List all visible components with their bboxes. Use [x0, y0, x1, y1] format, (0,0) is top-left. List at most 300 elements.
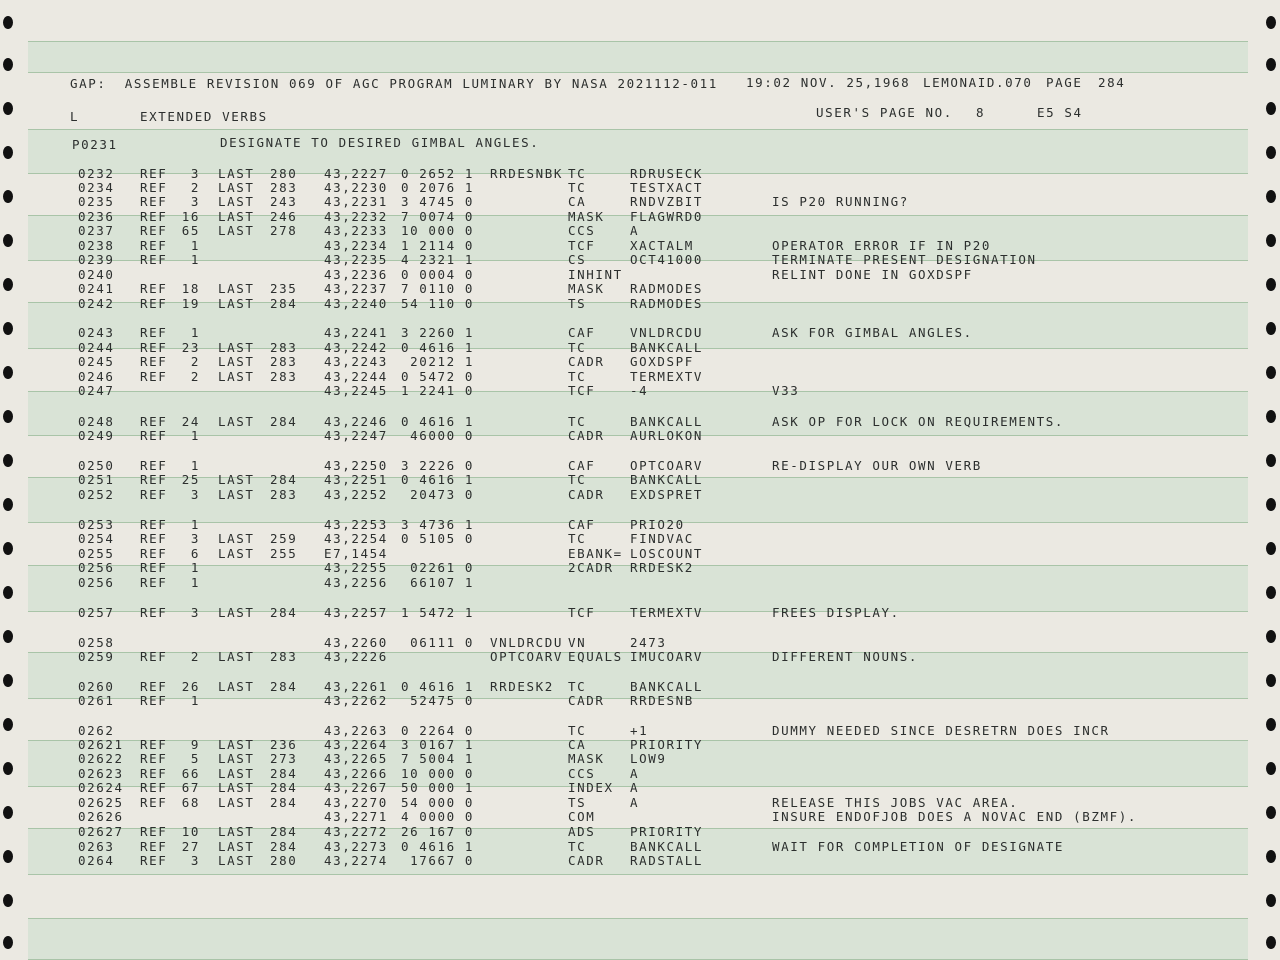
address: 43,2254 [324, 531, 388, 546]
line-number: 0245 [78, 354, 115, 369]
ref-count: 1 [190, 560, 200, 575]
listing-row [0, 473, 1280, 487]
log-letter: L [70, 109, 80, 124]
ref-label: REF [140, 575, 168, 590]
feed-hole [3, 146, 13, 159]
opcode: CS [568, 252, 587, 267]
ref-count: 1 [190, 693, 200, 708]
opcode: TC [568, 472, 587, 487]
ref-count: 1 [190, 575, 200, 590]
symbol-label: RRDESK2 [490, 679, 554, 694]
feed-hole [1266, 16, 1276, 29]
ref-label: REF [140, 194, 168, 209]
octal-code: 54 110 0 [400, 296, 474, 311]
ref-count: 2 [190, 369, 200, 384]
octal-code: 17667 0 [410, 853, 474, 868]
address: 43,2244 [324, 369, 388, 384]
opcode: TC [568, 414, 587, 429]
last-line: 283 [270, 354, 298, 369]
opcode: CCS [568, 766, 596, 781]
address: 43,2246 [324, 414, 388, 429]
last-label: LAST [218, 414, 255, 429]
ref-count: 16 [181, 209, 200, 224]
line-number: 0261 [78, 693, 115, 708]
ref-count: 2 [190, 354, 200, 369]
timestamp: 19:02 NOV. 25,1968 [746, 75, 911, 90]
last-line: 246 [270, 209, 298, 224]
ref-count: 2 [190, 649, 200, 664]
octal-code: 0 4616 1 [400, 340, 474, 355]
octal-code: 3 4736 1 [400, 517, 474, 532]
line-number: 0247 [78, 383, 115, 398]
opcode: CADR [568, 487, 605, 502]
line-number: 0259 [78, 649, 115, 664]
last-label: LAST [218, 795, 255, 810]
last-label: LAST [218, 839, 255, 854]
octal-code: 4 2321 1 [400, 252, 474, 267]
listing-row [0, 341, 1280, 355]
operand: EXDSPRET [630, 487, 704, 502]
line-number: 0241 [78, 281, 115, 296]
line-number: 0256 [78, 560, 115, 575]
ref-label: REF [140, 369, 168, 384]
symbol-label: VNLDRCDU [490, 635, 564, 650]
address: 43,2252 [324, 487, 388, 502]
octal-code: 54 000 0 [400, 795, 474, 810]
assembly-header: GAP: ASSEMBLE REVISION 069 OF AGC PROGRAM LUMINARY BY NASA 2021112-011 [70, 76, 718, 91]
ref-label: REF [140, 252, 168, 267]
listing-row [0, 210, 1280, 224]
line-number: 0244 [78, 340, 115, 355]
address: 43,2274 [324, 853, 388, 868]
opcode: ADS [568, 824, 596, 839]
address: 43,2234 [324, 238, 388, 253]
operand: RADMODES [630, 296, 704, 311]
address: 43,2227 [324, 166, 388, 181]
address: 43,2257 [324, 605, 388, 620]
last-label: LAST [218, 824, 255, 839]
listing-row [0, 796, 1280, 810]
last-line: 236 [270, 737, 298, 752]
octal-code: 10 000 0 [400, 223, 474, 238]
ref-label: REF [140, 546, 168, 561]
last-line: 255 [270, 546, 298, 561]
ref-label: REF [140, 223, 168, 238]
address: 43,2255 [324, 560, 388, 575]
octal-code: 7 5004 1 [400, 751, 474, 766]
operand: RRDESNB [630, 693, 694, 708]
operand: BANKCALL [630, 340, 704, 355]
last-label: LAST [218, 679, 255, 694]
operand: RDRUSECK [630, 166, 704, 181]
opcode: TC [568, 839, 587, 854]
ref-label: REF [140, 458, 168, 473]
listing-row [0, 370, 1280, 384]
last-label: LAST [218, 223, 255, 238]
address: 43,2250 [324, 458, 388, 473]
opcode: CADR [568, 853, 605, 868]
symbol-label: OPTCOARV [490, 649, 564, 664]
opcode: TCF [568, 238, 596, 253]
opcode: TCF [568, 383, 596, 398]
ref-count: 3 [190, 194, 200, 209]
octal-code: 10 000 0 [400, 766, 474, 781]
listing-row [0, 781, 1280, 795]
comment: ASK OP FOR LOCK ON REQUIREMENTS. [772, 414, 1065, 429]
octal-code: 4 0000 0 [400, 809, 474, 824]
last-line: 235 [270, 281, 298, 296]
line-number: 0238 [78, 238, 115, 253]
operand: TERMEXTV [630, 369, 704, 384]
es-label: E5 S4 [1037, 105, 1083, 120]
address: 43,2273 [324, 839, 388, 854]
page-ref: P0231 [72, 137, 118, 152]
octal-code: 0 4616 1 [400, 679, 474, 694]
ref-count: 9 [190, 737, 200, 752]
last-line: 284 [270, 824, 298, 839]
comment: DUMMY NEEDED SINCE DESRETRN DOES INCR [772, 723, 1110, 738]
octal-code: 0 5105 0 [400, 531, 474, 546]
opcode: MASK [568, 209, 605, 224]
listing-row [0, 810, 1280, 824]
last-label: LAST [218, 194, 255, 209]
opcode: CADR [568, 354, 605, 369]
listing-row [0, 738, 1280, 752]
operand: XACTALM [630, 238, 694, 253]
operand: -4 [630, 383, 649, 398]
ref-count: 65 [181, 223, 200, 238]
listing-row [0, 224, 1280, 238]
address: 43,2235 [324, 252, 388, 267]
line-number: 0237 [78, 223, 115, 238]
line-number: 0250 [78, 458, 115, 473]
last-line: 284 [270, 780, 298, 795]
listing-row [0, 384, 1280, 398]
operand: RADMODES [630, 281, 704, 296]
line-number: 0239 [78, 252, 115, 267]
last-line: 284 [270, 839, 298, 854]
address: 43,2242 [324, 340, 388, 355]
last-line: 280 [270, 853, 298, 868]
page-label: PAGE [1046, 75, 1083, 90]
opcode: COM [568, 809, 596, 824]
listing-row [0, 355, 1280, 369]
last-label: LAST [218, 766, 255, 781]
ref-label: REF [140, 795, 168, 810]
listing-row [0, 532, 1280, 546]
section-title: EXTENDED VERBS [140, 109, 268, 124]
octal-code: 50 000 1 [400, 780, 474, 795]
feed-hole [1266, 894, 1276, 907]
comment: TERMINATE PRESENT DESIGNATION [772, 252, 1037, 267]
operand: FINDVAC [630, 531, 694, 546]
address: 43,2272 [324, 824, 388, 839]
ref-count: 19 [181, 296, 200, 311]
last-line: 283 [270, 649, 298, 664]
ref-count: 26 [181, 679, 200, 694]
address: 43,2226 [324, 649, 388, 664]
listing-row [0, 767, 1280, 781]
ref-label: REF [140, 281, 168, 296]
listing-row [0, 650, 1280, 664]
last-line: 284 [270, 296, 298, 311]
address: 43,2237 [324, 281, 388, 296]
operand: BANKCALL [630, 839, 704, 854]
last-label: LAST [218, 853, 255, 868]
opcode: VN [568, 635, 587, 650]
line-number: 02623 [78, 766, 124, 781]
comment: DIFFERENT NOUNS. [772, 649, 919, 664]
feed-hole [3, 58, 13, 71]
address: 43,2251 [324, 472, 388, 487]
operand: RNDVZBIT [630, 194, 704, 209]
octal-code: 3 4745 0 [400, 194, 474, 209]
address: 43,2236 [324, 267, 388, 282]
line-number: 0234 [78, 180, 115, 195]
opcode: EBANK= [568, 546, 623, 561]
octal-code: 26 167 0 [400, 824, 474, 839]
operand: A [630, 795, 640, 810]
file-name: LEMONAID.070 [923, 75, 1033, 90]
last-label: LAST [218, 487, 255, 502]
last-line: 283 [270, 369, 298, 384]
comment: WAIT FOR COMPLETION OF DESIGNATE [772, 839, 1065, 854]
ref-label: REF [140, 166, 168, 181]
last-label: LAST [218, 354, 255, 369]
octal-code: 0 2076 1 [400, 180, 474, 195]
ref-count: 1 [190, 458, 200, 473]
ref-count: 24 [181, 414, 200, 429]
opcode: TC [568, 679, 587, 694]
ref-count: 3 [190, 166, 200, 181]
ref-count: 2 [190, 180, 200, 195]
ref-label: REF [140, 487, 168, 502]
comment: INSURE ENDOFJOB DOES A NOVAC END (BZMF). [772, 809, 1138, 824]
listing-row [0, 636, 1280, 650]
octal-code: 3 2260 1 [400, 325, 474, 340]
line-number: 0242 [78, 296, 115, 311]
address: 43,2267 [324, 780, 388, 795]
comment: OPERATOR ERROR IF IN P20 [772, 238, 992, 253]
opcode: TC [568, 340, 587, 355]
last-line: 284 [270, 472, 298, 487]
opcode: CAF [568, 325, 596, 340]
ref-label: REF [140, 560, 168, 575]
last-line: 259 [270, 531, 298, 546]
address: 43,2253 [324, 517, 388, 532]
user-page-label: USER'S PAGE NO. [816, 105, 953, 120]
ref-label: REF [140, 780, 168, 795]
last-label: LAST [218, 605, 255, 620]
line-number: 02621 [78, 737, 124, 752]
octal-code: 0 0004 0 [400, 267, 474, 282]
ref-count: 67 [181, 780, 200, 795]
octal-code: 20473 0 [410, 487, 474, 502]
octal-code: 06111 0 [410, 635, 474, 650]
listing-row [0, 840, 1280, 854]
ref-label: REF [140, 766, 168, 781]
ref-label: REF [140, 414, 168, 429]
last-label: LAST [218, 369, 255, 384]
operand: LOW9 [630, 751, 667, 766]
address: 43,2262 [324, 693, 388, 708]
line-number: 0236 [78, 209, 115, 224]
ref-count: 6 [190, 546, 200, 561]
ref-label: REF [140, 340, 168, 355]
opcode: MASK [568, 751, 605, 766]
symbol-label: RRDESNBK [490, 166, 564, 181]
ref-label: REF [140, 824, 168, 839]
line-number: 0260 [78, 679, 115, 694]
feed-hole [3, 936, 13, 949]
line-number: 0258 [78, 635, 115, 650]
opcode: EQUALS [568, 649, 623, 664]
address: 43,2232 [324, 209, 388, 224]
opcode: TC [568, 531, 587, 546]
line-number: 0256 [78, 575, 115, 590]
listing-row [0, 429, 1280, 443]
listing-row [0, 854, 1280, 868]
operand: FLAGWRD0 [630, 209, 704, 224]
octal-code: 66107 1 [410, 575, 474, 590]
comment: RE-DISPLAY OUR OWN VERB [772, 458, 982, 473]
line-number: 02624 [78, 780, 124, 795]
listing-row [0, 606, 1280, 620]
last-line: 284 [270, 605, 298, 620]
address: 43,2260 [324, 635, 388, 650]
user-page-number: 8 [976, 105, 986, 120]
page-title: DESIGNATE TO DESIRED GIMBAL ANGLES. [220, 135, 540, 150]
octal-code: 20212 1 [410, 354, 474, 369]
operand: VNLDRCDU [630, 325, 704, 340]
operand: +1 [630, 723, 649, 738]
line-number: 0264 [78, 853, 115, 868]
ref-label: REF [140, 209, 168, 224]
last-line: 280 [270, 166, 298, 181]
opcode: TS [568, 795, 587, 810]
ref-count: 3 [190, 605, 200, 620]
line-number: 0235 [78, 194, 115, 209]
address: 43,2240 [324, 296, 388, 311]
comment: FREES DISPLAY. [772, 605, 900, 620]
operand: OCT41000 [630, 252, 704, 267]
last-label: LAST [218, 180, 255, 195]
operand: IMUCOARV [630, 649, 704, 664]
opcode: TCF [568, 605, 596, 620]
address: 43,2247 [324, 428, 388, 443]
ref-label: REF [140, 853, 168, 868]
last-line: 283 [270, 340, 298, 355]
listing-row [0, 181, 1280, 195]
line-number: 0262 [78, 723, 115, 738]
feed-hole [1266, 146, 1276, 159]
address: 43,2231 [324, 194, 388, 209]
comment: ASK FOR GIMBAL ANGLES. [772, 325, 973, 340]
opcode: INDEX [568, 780, 614, 795]
listing-row [0, 268, 1280, 282]
ref-label: REF [140, 354, 168, 369]
address: 43,2265 [324, 751, 388, 766]
ref-count: 18 [181, 281, 200, 296]
ref-count: 68 [181, 795, 200, 810]
octal-code: 1 2114 0 [400, 238, 474, 253]
last-label: LAST [218, 531, 255, 546]
listing-row [0, 195, 1280, 209]
line-number: 0255 [78, 546, 115, 561]
operand: OPTCOARV [630, 458, 704, 473]
ref-label: REF [140, 679, 168, 694]
opcode: CA [568, 737, 587, 752]
last-label: LAST [218, 472, 255, 487]
operand: A [630, 780, 640, 795]
page-number: 284 [1098, 75, 1126, 90]
feed-hole [1266, 936, 1276, 949]
ref-count: 25 [181, 472, 200, 487]
opcode: TC [568, 180, 587, 195]
feed-hole [1266, 102, 1276, 115]
line-number: 0249 [78, 428, 115, 443]
opcode: MASK [568, 281, 605, 296]
opcode: INHINT [568, 267, 623, 282]
operand: RRDESK2 [630, 560, 694, 575]
green-bar [28, 41, 1248, 73]
comment: RELEASE THIS JOBS VAC AREA. [772, 795, 1019, 810]
opcode: CA [568, 194, 587, 209]
address: 43,2271 [324, 809, 388, 824]
operand: PRIO20 [630, 517, 685, 532]
last-label: LAST [218, 296, 255, 311]
comment: V33 [772, 383, 800, 398]
last-label: LAST [218, 166, 255, 181]
operand: TESTXACT [630, 180, 704, 195]
last-label: LAST [218, 281, 255, 296]
ref-count: 1 [190, 238, 200, 253]
ref-label: REF [140, 325, 168, 340]
ref-label: REF [140, 737, 168, 752]
ref-count: 5 [190, 751, 200, 766]
address: 43,2233 [324, 223, 388, 238]
last-line: 273 [270, 751, 298, 766]
opcode: TS [568, 296, 587, 311]
octal-code: 0 2264 0 [400, 723, 474, 738]
last-label: LAST [218, 649, 255, 664]
octal-code: 02261 0 [410, 560, 474, 575]
last-line: 284 [270, 795, 298, 810]
operand: 2473 [630, 635, 667, 650]
line-number: 02626 [78, 809, 124, 824]
operand: A [630, 223, 640, 238]
listing-row [0, 547, 1280, 561]
octal-code: 52475 0 [410, 693, 474, 708]
listing-row [0, 724, 1280, 738]
last-line: 284 [270, 679, 298, 694]
opcode: CAF [568, 458, 596, 473]
last-label: LAST [218, 751, 255, 766]
operand: GOXDSPF [630, 354, 694, 369]
octal-code: 1 5472 1 [400, 605, 474, 620]
opcode: CAF [568, 517, 596, 532]
feed-hole [1266, 58, 1276, 71]
ref-label: REF [140, 472, 168, 487]
last-line: 283 [270, 487, 298, 502]
ref-label: REF [140, 238, 168, 253]
octal-code: 0 2652 1 [400, 166, 474, 181]
last-label: LAST [218, 737, 255, 752]
last-line: 284 [270, 414, 298, 429]
line-number: 0248 [78, 414, 115, 429]
line-number: 0254 [78, 531, 115, 546]
ref-count: 1 [190, 325, 200, 340]
